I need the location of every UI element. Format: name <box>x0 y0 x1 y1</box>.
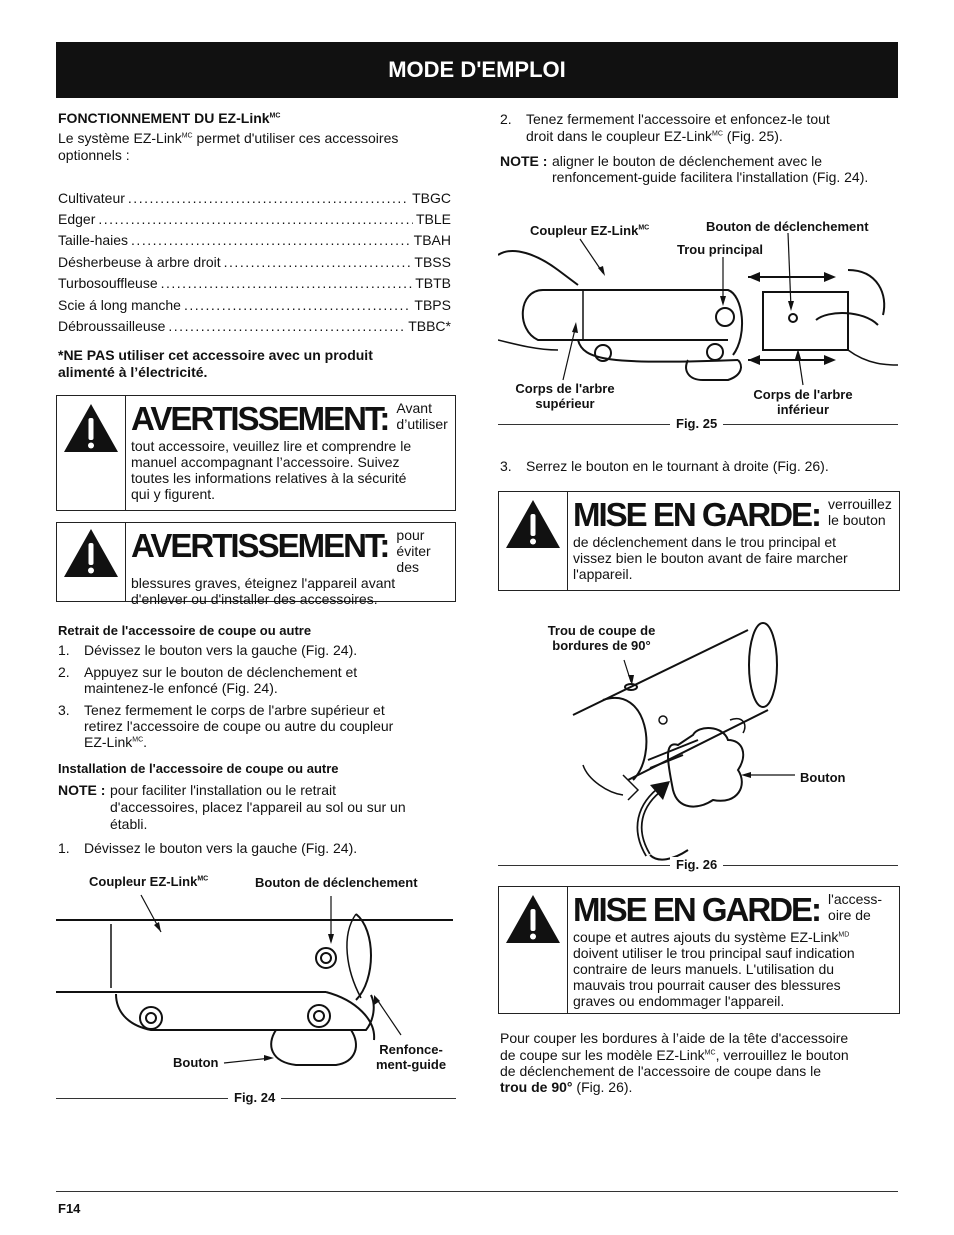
removal-step-text: EZ-Link$^{MC}$. <box>84 734 148 750</box>
warning-title: AVERTISSEMENT: <box>131 527 389 564</box>
figure-25-caption: Fig. 25 <box>670 416 723 432</box>
fig26-hole-label: Trou de coupe de bordures de 90° <box>547 623 656 653</box>
accessory-name: Turbosouffleuse <box>58 275 158 291</box>
note-line-2: alimenté à l’électricité. <box>58 364 208 380</box>
accessory-row <box>58 297 451 315</box>
final-text: Pour couper les bordures à l’aide de la tête d'accessoire <box>500 1030 849 1046</box>
step-3-text: Serrez le bouton en le tournant à droite (Fig. 26). <box>526 458 829 474</box>
step-2-text: Tenez fermement l'accessoire et enfoncez-le tout <box>526 111 830 127</box>
fig25-upper-label: Corps de l'arbre supérieur <box>515 381 615 411</box>
caution-line: de déclenchement dans le trou principal et <box>573 534 837 550</box>
caution-side-1: l'access- <box>828 891 883 907</box>
accessory-row <box>58 275 451 293</box>
accessory-row <box>58 318 451 336</box>
fig25-lower-label: Corps de l'arbre inférieur <box>753 387 853 417</box>
caution-box-1 <box>498 491 900 591</box>
caution-title: MISE EN GARDE: <box>573 496 821 533</box>
fig24-coupler-label: Coupleur EZ-Link$^{MC}$ <box>89 874 209 889</box>
dot-leader <box>98 211 413 227</box>
final-text: de déclenchement de l'accessoire de coupe dans le <box>500 1063 821 1079</box>
warning-box-1 <box>56 395 456 511</box>
accessory-row <box>58 232 451 250</box>
caution-line: l'appareil. <box>573 566 633 582</box>
fig24-guide-label: Renfonce- ment-guide <box>376 1042 447 1072</box>
fig25-hole-label: Trou principal <box>677 242 763 257</box>
caution-line: coupe et autres ajouts du système EZ-Link$^{MD}$ <box>573 929 850 945</box>
figure-26-caption: Fig. 26 <box>670 857 723 873</box>
warning-side-1: Avant <box>396 400 432 416</box>
install-note-text: d'accessoires, placez l'appareil au sol ou sur un <box>110 799 406 815</box>
step-3-num: 3. <box>500 458 512 474</box>
caution-line: contraire de leurs manuels. L'utilisation du <box>573 961 835 977</box>
warning-side-2: des <box>396 559 419 575</box>
final-text: trou de 90° (Fig. 26). <box>500 1079 633 1095</box>
install-title: Installation de l'accessoire de coupe ou autre <box>58 761 339 776</box>
caution-line: doivent utiliser le trou principal sauf indication <box>573 945 855 961</box>
step-2-text: droit dans le coupleur EZ-Link$^{MC}$ (Fig. 25). <box>526 128 783 144</box>
step-2-num: 2. <box>500 111 512 127</box>
warning-triangle-icon <box>499 492 568 590</box>
accessory-row <box>58 190 451 208</box>
warning-line: blessures graves, éteignez l'appareil avant <box>131 575 396 591</box>
section-title: FONCTIONNEMENT DU EZ-Link$^{MC}$ <box>58 110 281 126</box>
removal-step-text: Dévissez le bouton vers la gauche (Fig. 24). <box>84 642 358 658</box>
fig26-knob-label: Bouton <box>800 770 846 785</box>
warning-line: d'enlever ou d'installer des accessoires. <box>131 591 378 607</box>
install-note-text: établi. <box>110 816 148 832</box>
warning-box-2 <box>56 522 456 607</box>
dot-leader <box>168 318 405 334</box>
accessory-row <box>58 211 451 229</box>
accessory-code: TBTB <box>415 275 451 291</box>
page-header <box>56 42 898 98</box>
dot-leader <box>224 254 412 270</box>
dot-leader <box>128 190 409 206</box>
intro-text-2: optionnels : <box>58 147 130 163</box>
warning-side-2: d’utiliser <box>396 416 448 432</box>
footer-rule <box>56 1191 898 1192</box>
page-number: F14 <box>58 1201 81 1216</box>
accessory-name: Désherbeuse à arbre droit <box>58 254 221 270</box>
dot-leader <box>161 275 413 291</box>
install-step-text: Dévissez le bouton vers la gauche (Fig. 24). <box>84 840 358 856</box>
figure-24 <box>56 870 456 1100</box>
warning-side-1: pour éviter <box>396 527 431 559</box>
accessory-name: Taille-haies <box>58 232 129 248</box>
caution-side-1: verrouillez <box>828 496 892 512</box>
caution-title: MISE EN GARDE: <box>573 891 821 928</box>
removal-step-text: maintenez-le enfoncé (Fig. 24). <box>84 680 278 696</box>
warning-triangle-icon <box>57 523 126 601</box>
note-text: aligner le bouton de déclenchement avec le <box>552 153 823 169</box>
removal-step-text: Appuyez sur le bouton de déclenchement et <box>84 664 358 680</box>
fig24-knob-label: Bouton <box>173 1055 219 1070</box>
accessory-name: Débroussailleuse <box>58 318 166 334</box>
caution-side-2: le bouton <box>828 512 886 528</box>
caution-line: mauvais trou pourrait causer des blessures <box>573 977 841 993</box>
warning-line: tout accessoire, veuillez lire et comprendre le <box>131 438 412 454</box>
install-note-label: NOTE : <box>58 782 106 798</box>
removal-step-text: retirez l'accessoire de coupe ou autre du coupleur <box>84 718 394 734</box>
accessory-code: TBGC <box>412 190 451 206</box>
removal-step-num: 1. <box>58 642 70 658</box>
accessory-row <box>58 254 451 272</box>
accessory-name: Edger <box>58 211 96 227</box>
accessory-code: TBBC* <box>408 318 451 334</box>
page-title: MODE D'EMPLOI <box>388 57 566 82</box>
warning-title: AVERTISSEMENT: <box>131 400 389 437</box>
dot-leader <box>131 232 411 248</box>
accessory-code: TBLE <box>415 211 451 227</box>
note-line-1: *NE PAS utiliser cet accessoire avec un produit <box>58 347 373 363</box>
fig24-release-label: Bouton de déclenchement <box>255 875 418 890</box>
warning-line: manuel accompagnant l’accessoire. Suivez <box>131 454 400 470</box>
install-note-text: pour faciliter l'installation ou le retrait <box>110 782 337 798</box>
dot-leader <box>184 297 411 313</box>
removal-title: Retrait de l'accessoire de coupe ou autre <box>58 623 312 638</box>
final-text: de coupe sur les modèle EZ-Link$^{MC}$, verrouillez le bouton <box>500 1047 849 1063</box>
removal-step-text: Tenez fermement le corps de l'arbre supérieur et <box>84 702 385 718</box>
accessory-code: TBPS <box>414 297 451 313</box>
accessory-name: Cultivateur <box>58 190 125 206</box>
intro-text: Le système EZ-Link$^{MC}$ permet d'utiliser ces accessoires <box>58 130 399 146</box>
figure-26 <box>498 615 898 865</box>
accessory-code: TBSS <box>414 254 451 270</box>
warning-line: qui y figurent. <box>131 486 216 502</box>
figure-24-caption: Fig. 24 <box>228 1090 281 1106</box>
caution-line: vissez bien le bouton avant de faire marcher <box>573 550 848 566</box>
removal-step-num: 3. <box>58 702 70 718</box>
warning-triangle-icon <box>499 887 568 1013</box>
note-label: NOTE : <box>500 153 548 169</box>
caution-side-2: oire de <box>828 907 871 923</box>
fig25-release-label: Bouton de déclenchement <box>706 219 869 234</box>
install-step-num: 1. <box>58 840 70 856</box>
figure-25 <box>498 215 898 425</box>
warning-line: toutes les informations relatives à la sécurité <box>131 470 407 486</box>
removal-step-num: 2. <box>58 664 70 680</box>
fig25-coupler-label: Coupleur EZ-Link$^{MC}$ <box>530 223 650 238</box>
accessory-code: TBAH <box>413 232 451 248</box>
caution-line: graves ou endommager l'appareil. <box>573 993 785 1009</box>
warning-triangle-icon <box>57 396 126 510</box>
caution-box-2 <box>498 886 900 1014</box>
note-text: renfoncement-guide facilitera l'installation (Fig. 24). <box>552 169 869 185</box>
accessory-name: Scie á long manche <box>58 297 181 313</box>
